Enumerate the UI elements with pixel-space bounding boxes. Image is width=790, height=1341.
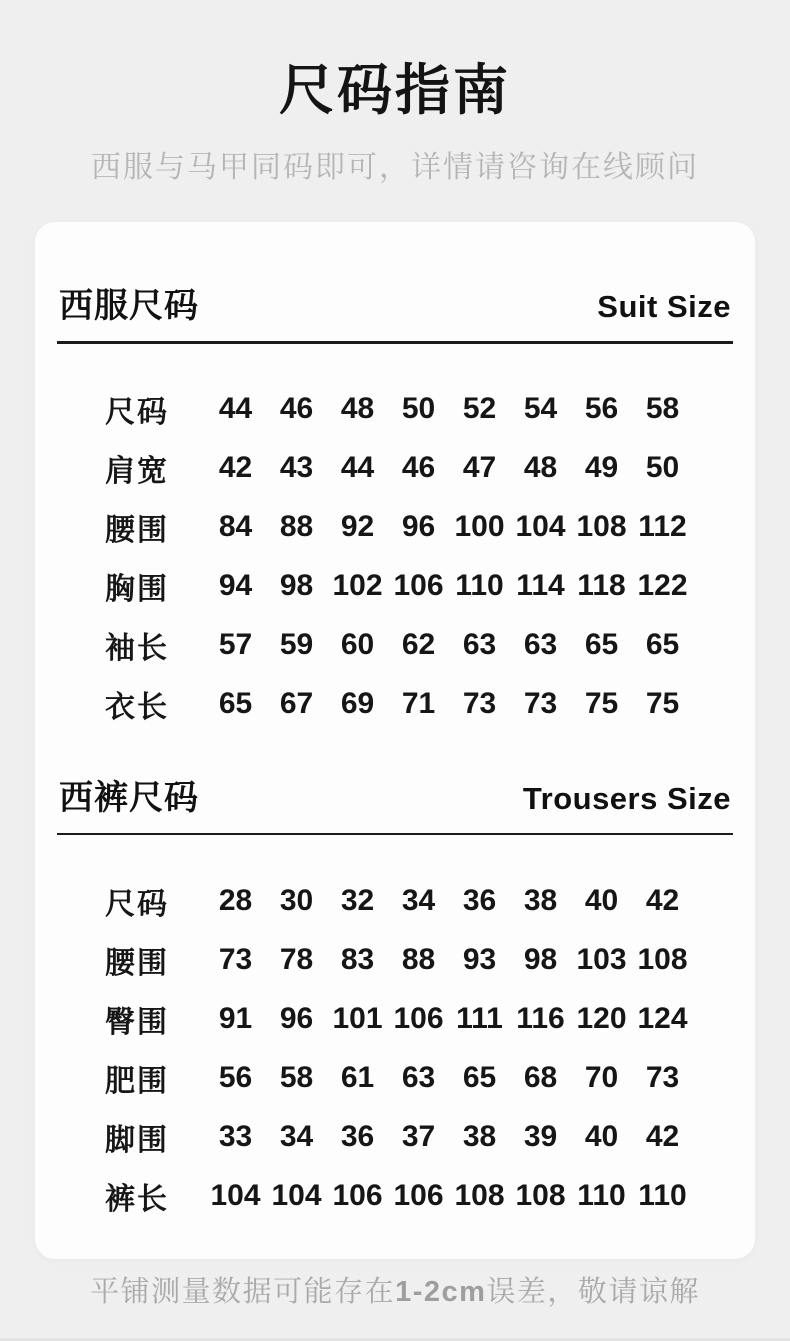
table-row [57, 871, 733, 930]
size-value: 46 [401, 451, 436, 484]
table-row [57, 989, 733, 1048]
table-row [57, 1048, 733, 1107]
size-value: 106 [393, 1178, 444, 1212]
size-value: 38 [462, 1119, 497, 1153]
row-label: 腰围 [105, 946, 169, 980]
size-value: 65 [218, 687, 253, 720]
size-value: 108 [454, 1178, 505, 1212]
size-value: 48 [523, 451, 558, 484]
size-value: 106 [393, 569, 444, 602]
size-value: 63 [462, 628, 497, 661]
row-values [205, 628, 693, 662]
size-value: 118 [577, 569, 626, 602]
row-values [205, 510, 693, 544]
size-value: 44 [218, 392, 253, 425]
row-label: 尺码 [105, 887, 169, 921]
size-value: 33 [218, 1119, 253, 1153]
size-value: 108 [637, 942, 688, 976]
size-value: 71 [401, 687, 436, 720]
size-value: 50 [401, 392, 436, 425]
size-value: 68 [523, 1060, 558, 1094]
size-value: 36 [462, 883, 497, 917]
table-row [57, 557, 733, 616]
size-value: 104 [210, 1178, 261, 1212]
disclaimer-tolerance: 1-2cm [395, 1276, 487, 1308]
size-value: 47 [462, 451, 497, 484]
size-value: 56 [584, 392, 619, 425]
size-value: 88 [279, 510, 314, 543]
size-value: 73 [645, 1060, 680, 1094]
trousers-size-section [57, 770, 733, 1226]
size-value: 93 [462, 942, 497, 976]
size-value: 34 [279, 1119, 314, 1153]
table-row [57, 616, 733, 675]
size-value: 43 [279, 451, 314, 484]
trousers-size-table [57, 871, 733, 1225]
size-value: 116 [516, 1001, 565, 1035]
size-value: 65 [462, 1060, 497, 1094]
size-value: 56 [218, 1060, 253, 1094]
trousers-section-divider [57, 833, 733, 836]
size-value: 104 [271, 1178, 322, 1212]
size-value: 60 [340, 628, 375, 661]
size-value: 75 [645, 687, 680, 720]
size-value: 106 [332, 1178, 383, 1212]
size-value: 100 [454, 510, 505, 543]
size-value: 42 [218, 451, 253, 484]
row-label: 臀围 [105, 1005, 169, 1039]
size-value: 73 [462, 687, 497, 720]
size-value: 58 [645, 392, 680, 425]
size-value: 106 [393, 1001, 444, 1035]
size-value: 101 [332, 1001, 383, 1035]
suit-section-header [57, 278, 733, 327]
size-value: 42 [645, 1119, 680, 1153]
size-value: 73 [523, 687, 558, 720]
trousers-section-title-en: Trousers Size [522, 780, 731, 816]
size-value: 65 [645, 628, 680, 661]
table-row [57, 380, 733, 439]
size-value: 124 [637, 1001, 688, 1035]
size-value: 63 [401, 1060, 436, 1094]
size-value: 98 [523, 942, 558, 976]
size-value: 108 [515, 1178, 566, 1212]
size-value: 49 [584, 451, 619, 484]
page-subtitle: 西服与马甲同码即可，详情请咨询在线顾问 [91, 151, 699, 184]
size-value: 28 [218, 883, 253, 917]
size-value: 30 [279, 883, 314, 917]
size-value: 114 [516, 569, 565, 602]
size-value: 40 [584, 1119, 619, 1153]
size-value: 110 [638, 1178, 687, 1212]
row-label: 胸围 [105, 573, 169, 606]
size-value: 73 [218, 942, 253, 976]
size-value: 65 [584, 628, 619, 661]
disclaimer-prefix: 平铺测量数据可能存在 [90, 1276, 396, 1308]
size-value: 38 [523, 883, 558, 917]
size-value: 91 [218, 1001, 253, 1035]
row-label: 尺码 [105, 396, 169, 429]
size-value: 40 [584, 883, 619, 917]
size-value: 120 [576, 1001, 627, 1035]
size-value: 63 [523, 628, 558, 661]
table-row [57, 498, 733, 557]
size-value: 32 [340, 883, 375, 917]
size-value: 110 [455, 569, 504, 602]
size-value: 94 [218, 569, 253, 602]
size-value: 57 [218, 628, 253, 661]
trousers-section-title-cn: 西裤尺码 [59, 778, 199, 817]
row-values [205, 1120, 693, 1154]
table-row [57, 1107, 733, 1166]
row-label: 脚围 [105, 1123, 169, 1157]
suit-section-divider [57, 341, 733, 344]
size-value: 96 [279, 1001, 314, 1035]
size-value: 39 [523, 1119, 558, 1153]
size-value: 84 [218, 510, 253, 543]
size-value: 36 [340, 1119, 375, 1153]
row-values [205, 884, 693, 918]
size-value: 54 [523, 392, 558, 425]
size-value: 103 [576, 942, 627, 976]
size-value: 59 [279, 628, 314, 661]
row-values [205, 687, 693, 721]
suit-size-section [57, 278, 733, 734]
size-value: 110 [577, 1178, 626, 1212]
size-value: 78 [279, 942, 314, 976]
table-row [57, 675, 733, 734]
trousers-section-header [57, 770, 733, 819]
row-label: 袖长 [105, 632, 169, 665]
suit-section-title-en: Suit Size [597, 289, 731, 324]
disclaimer-suffix: 误差，敬请谅解 [486, 1276, 700, 1308]
size-value: 92 [340, 510, 375, 543]
measurement-disclaimer [0, 1275, 790, 1309]
size-value: 75 [584, 687, 619, 720]
row-values [205, 451, 693, 485]
size-value: 83 [340, 942, 375, 976]
size-value: 61 [340, 1060, 375, 1094]
size-value: 62 [401, 628, 436, 661]
page-title: 尺码指南 [278, 59, 511, 121]
row-values [205, 1061, 693, 1095]
size-value: 104 [515, 510, 566, 543]
size-value: 69 [340, 687, 375, 720]
size-guide-card [35, 222, 755, 1259]
size-value: 37 [401, 1119, 436, 1153]
row-values [205, 392, 693, 426]
size-value: 70 [584, 1060, 619, 1094]
size-value: 42 [645, 883, 680, 917]
size-value: 48 [340, 392, 375, 425]
size-value: 44 [340, 451, 375, 484]
size-value: 108 [576, 510, 627, 543]
size-value: 96 [401, 510, 436, 543]
size-value: 98 [279, 569, 314, 602]
size-value: 52 [462, 392, 497, 425]
row-values [205, 569, 693, 603]
row-values [205, 1179, 693, 1213]
size-value: 102 [332, 569, 383, 602]
size-value: 50 [645, 451, 680, 484]
row-label: 裤长 [105, 1182, 169, 1216]
row-label: 腰围 [105, 514, 169, 547]
table-row [57, 1166, 733, 1225]
size-value: 58 [279, 1060, 314, 1094]
table-row [57, 439, 733, 498]
row-label: 肥围 [105, 1064, 169, 1098]
size-value: 112 [638, 510, 687, 543]
row-values [205, 1002, 693, 1036]
table-row [57, 930, 733, 989]
row-values [205, 943, 693, 977]
size-value: 46 [279, 392, 314, 425]
size-value: 122 [637, 569, 688, 602]
row-label: 衣长 [105, 691, 169, 724]
size-value: 111 [456, 1001, 503, 1035]
suit-section-title-cn: 西服尺码 [59, 287, 199, 325]
suit-size-table [57, 380, 733, 734]
row-label: 肩宽 [105, 455, 169, 488]
page-header [0, 0, 790, 186]
size-value: 34 [401, 883, 436, 917]
size-value: 67 [279, 687, 314, 720]
size-value: 88 [401, 942, 436, 976]
